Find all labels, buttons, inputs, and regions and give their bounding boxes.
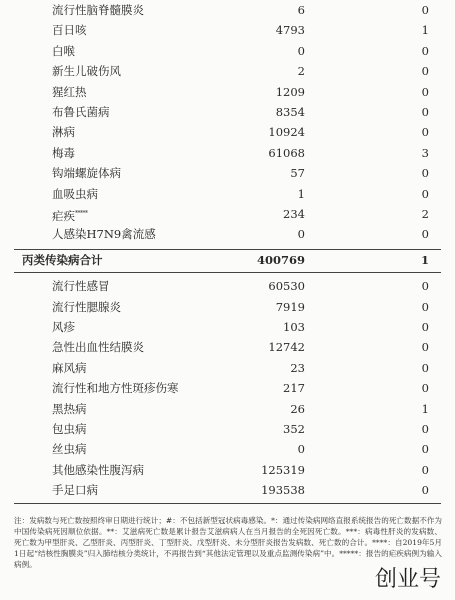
- table-row: [0, 102, 455, 122]
- disease-name: [52, 204, 88, 226]
- disease-name: [52, 122, 75, 142]
- case-count: 0: [297, 227, 305, 242]
- disease-name-text: 流行性脑脊髓膜炎: [52, 3, 144, 17]
- disease-name: [52, 41, 75, 61]
- death-count: 0: [421, 360, 429, 375]
- death-count: 1: [421, 401, 429, 416]
- case-count: 0: [297, 43, 305, 58]
- table-row: [0, 41, 455, 61]
- death-count: 0: [421, 279, 429, 294]
- death-count: 0: [421, 186, 429, 201]
- death-count: 1: [420, 252, 429, 267]
- disease-name: [52, 297, 121, 317]
- case-count: 57: [290, 166, 305, 181]
- death-count: 0: [421, 43, 429, 58]
- table-row: [0, 358, 455, 378]
- death-count: 0: [421, 125, 429, 140]
- table-row: [0, 122, 455, 142]
- disease-name-text: 手足口病: [52, 483, 98, 498]
- case-count: 23: [290, 360, 305, 375]
- table-row: [0, 204, 455, 224]
- disease-name-text: 流行性和地方性斑疹伤寒: [52, 381, 179, 396]
- table-row: [0, 143, 455, 163]
- death-count: 2: [421, 207, 429, 221]
- disease-name: [52, 358, 87, 378]
- table-row: [0, 460, 455, 480]
- case-count: 7919: [275, 299, 305, 314]
- case-count: 1: [297, 186, 305, 201]
- death-count: 0: [421, 422, 429, 436]
- case-count: 1209: [275, 84, 305, 99]
- death-count: 0: [421, 381, 429, 396]
- table-row: [0, 276, 455, 296]
- disease-name-text: 白喉: [52, 43, 75, 58]
- disease-name-text: 流行性腮腺炎: [52, 299, 121, 314]
- table-row: [0, 184, 455, 204]
- disease-name: [52, 419, 87, 439]
- total-row-bottom-rule: [14, 272, 441, 273]
- case-count: 234: [283, 207, 305, 221]
- case-count: 8354: [275, 105, 305, 119]
- disease-name: [52, 460, 144, 480]
- table-bottom-rule: [14, 503, 441, 504]
- death-count: 0: [421, 340, 429, 355]
- death-count: 0: [421, 299, 429, 314]
- disease-name-text: 钩端螺旋体病: [52, 166, 121, 181]
- death-count: 0: [421, 166, 429, 181]
- disease-name-text: 丝虫病: [52, 442, 87, 457]
- table-row: [0, 337, 455, 357]
- death-count: 0: [421, 483, 429, 498]
- disease-name: [22, 250, 103, 270]
- table-row: [0, 378, 455, 398]
- disease-name: [52, 337, 144, 357]
- disease-name-text: 淋病: [52, 125, 75, 140]
- disease-name: [52, 480, 98, 500]
- case-count: 12742: [268, 340, 305, 355]
- death-count: 0: [421, 3, 429, 17]
- disease-name-text: 黑热病: [52, 401, 87, 416]
- table-row: [0, 61, 455, 81]
- table-row: [0, 82, 455, 102]
- disease-name: [52, 102, 110, 122]
- disease-name-text: 风疹: [52, 320, 75, 334]
- table-row: [0, 317, 455, 337]
- death-count: 0: [421, 64, 429, 79]
- case-count: 6: [297, 3, 305, 17]
- footnote-marker: *****: [75, 210, 88, 217]
- case-count: 400769: [256, 252, 305, 267]
- disease-name-text: 百日咳: [52, 23, 87, 38]
- death-count: 3: [421, 145, 429, 160]
- disease-name-text: 疟疾: [52, 209, 75, 223]
- case-count: 217: [283, 381, 305, 396]
- case-count: 26: [290, 401, 305, 416]
- disease-name-text: 新生儿破伤风: [52, 64, 121, 79]
- table-total-row: [0, 250, 455, 270]
- death-count: 0: [421, 320, 429, 334]
- case-count: 352: [283, 422, 305, 436]
- case-count: 2: [297, 64, 305, 79]
- disease-name: [52, 184, 98, 204]
- death-count: 0: [421, 442, 429, 457]
- case-count: 4793: [275, 23, 305, 38]
- disease-name: [52, 20, 87, 40]
- death-count: 0: [421, 462, 429, 477]
- table-row: [0, 439, 455, 459]
- disease-name: [52, 399, 87, 419]
- table-row: [0, 0, 455, 20]
- case-count: 103: [283, 320, 305, 334]
- case-count: 125319: [261, 462, 305, 477]
- case-count: 60530: [268, 279, 305, 294]
- disease-name: [52, 317, 75, 337]
- notes-text: 注：发病数与死亡数按照终审日期进行统计；#：不包括新型冠状病毒感染。*：通过传染病网络直报系统报告的死亡数据不作为中国传染病死因顺位依据。**：艾滋病死亡数是累计报告艾滋病病人在当月报告的全死因死亡数。***：病毒性肝炎的发病数、死亡数为甲型肝炎、乙型肝炎、丙型肝炎、丁型肝炎、戊型肝炎、未分型肝炎报告发病数、死亡数的合计。****：自2019年5月1日起“结核性胸膜炎”归入肺结核分类统计，不再报告到“其他法定管理以及重点监测传染病”中。*****：报告的疟疾病例为输入病例。: [14, 516, 442, 569]
- disease-name: [52, 163, 121, 183]
- disease-name-text: 丙类传染病合计: [22, 252, 103, 267]
- disease-name-text: 急性出血性结膜炎: [52, 340, 144, 355]
- disease-name: [52, 82, 87, 102]
- death-count: 0: [421, 84, 429, 99]
- table-row: [0, 480, 455, 500]
- disease-name-text: 其他感染性腹泻病: [52, 462, 144, 477]
- disease-name: [52, 224, 156, 244]
- table-row: [0, 20, 455, 40]
- table-row: [0, 297, 455, 317]
- watermark-logo: 创业号: [373, 562, 443, 593]
- disease-name-text: 血吸虫病: [52, 186, 98, 201]
- disease-name-text: 麻风病: [52, 360, 87, 375]
- disease-name-text: 梅毒: [52, 145, 75, 160]
- disease-name: [52, 0, 144, 20]
- disease-name: [52, 276, 110, 296]
- disease-name-text: 猩红热: [52, 84, 87, 99]
- disease-name-text: 流行性感冒: [52, 279, 110, 294]
- table-row: [0, 163, 455, 183]
- table-row: [0, 419, 455, 439]
- case-count: 193538: [261, 483, 305, 498]
- disease-name-text: 人感染H7N9禽流感: [52, 227, 156, 242]
- death-count: 0: [421, 105, 429, 119]
- disease-name: [52, 378, 179, 398]
- table-row: [0, 399, 455, 419]
- disease-name: [52, 143, 75, 163]
- disease-name: [52, 439, 87, 459]
- case-count: 10924: [268, 125, 305, 140]
- disease-name-text: 布鲁氏菌病: [52, 105, 110, 119]
- disease-name-text: 包虫病: [52, 422, 87, 436]
- death-count: 1: [421, 23, 429, 38]
- death-count: 0: [421, 227, 429, 242]
- disease-name: [52, 61, 121, 81]
- table-row: [0, 224, 455, 244]
- case-count: 61068: [268, 145, 305, 160]
- case-count: 0: [297, 442, 305, 457]
